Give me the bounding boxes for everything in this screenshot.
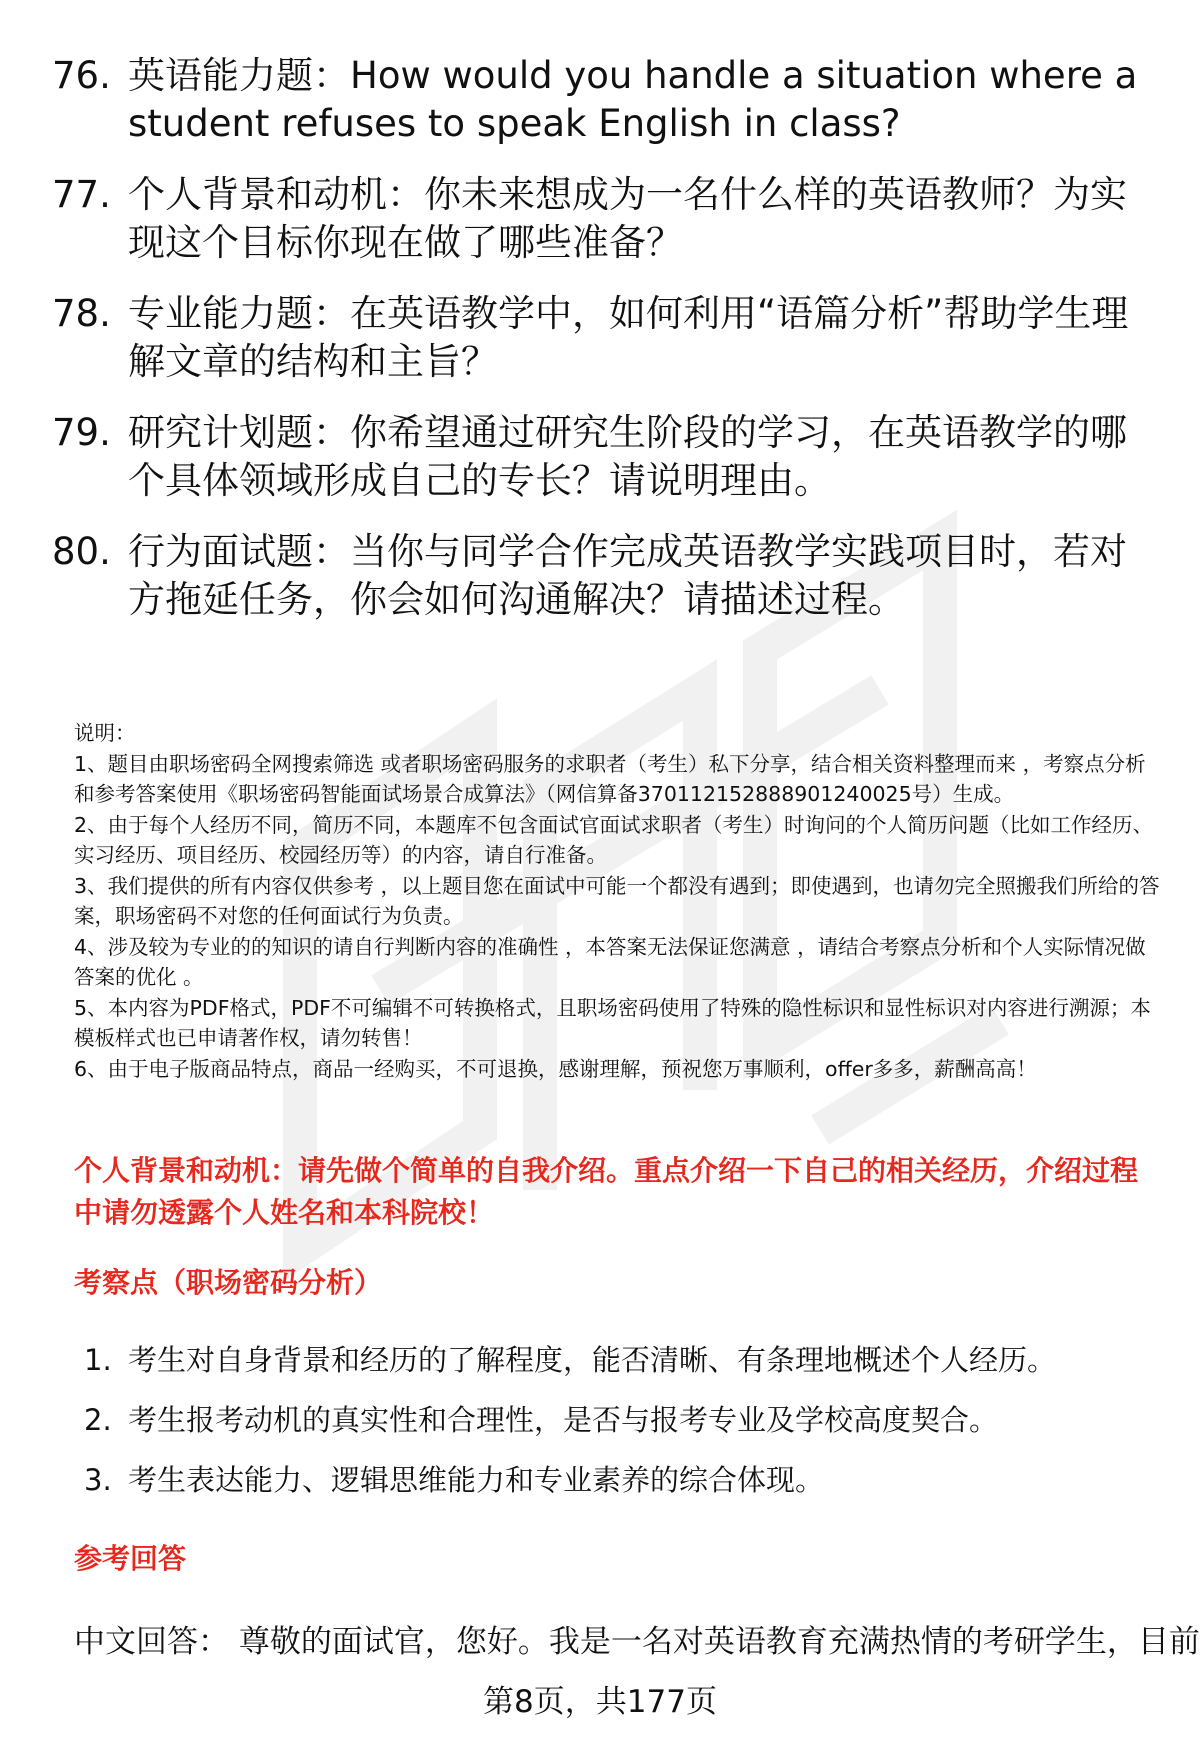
- question-number: 77.: [52, 173, 111, 216]
- note-item-2: 2、由于每个人经历不同，简历不同，本题库不包含面试官面试求职者（考生）时询问的个人简历问题（比如工作经历、实习经历、项目经历、校园经历等）的内容，请自行准备。: [74, 812, 1154, 867]
- question-text: 研究计划题：你希望通过研究生阶段的学习，在英语教学的哪个具体领域形成自己的专长？请说明理由。: [128, 411, 1127, 502]
- point-number: 3.: [84, 1463, 112, 1497]
- question-number: 76.: [52, 54, 111, 97]
- question-item-79: [52, 409, 1162, 505]
- point-number: 1.: [84, 1343, 112, 1377]
- notes-title: 说明：: [74, 721, 136, 745]
- analysis-points-list: [84, 1340, 1164, 1520]
- question-number: 80.: [52, 530, 111, 573]
- question-text: 英语能力题：How would you handle a situation where a student refuses to speak English in class?: [128, 54, 1138, 145]
- question-item-77: [52, 171, 1162, 267]
- analysis-point: [84, 1400, 1164, 1440]
- analysis-point: [84, 1340, 1164, 1380]
- answer-text: 中文回答： 尊敬的面试官，您好。我是一名对英语教育充满热情的考研学生，目前: [74, 1624, 1200, 1660]
- notes-section: [74, 718, 1164, 1084]
- analysis-point: [84, 1460, 1164, 1500]
- question-item-80: [52, 528, 1162, 624]
- point-number: 2.: [84, 1403, 112, 1437]
- note-item-3: 3、我们提供的所有内容仅供参考 ，以上题目您在面试中可能一个都没有遇到；即使遇到，也请勿完全照搬我们所给的答案，职场密码不对您的任何面试行为负责。: [74, 873, 1160, 928]
- question-text: 专业能力题：在英语教学中，如何利用“语篇分析”帮助学生理解文章的结构和主旨？: [128, 292, 1129, 383]
- question-list: [52, 52, 1162, 647]
- note-item-1: 1、题目由职场密码全网搜索筛选 或者职场密码服务的求职者（考生）私下分享，结合相关资料整理而来 ，考察点分析和参考答案使用《职场密码智能面试场景合成算法》（网信算备370112152888901240025号）生成。: [74, 751, 1146, 806]
- question-number: 79.: [52, 411, 111, 454]
- question-number: 78.: [52, 292, 111, 335]
- page-footer: 第8页，共177页: [483, 1684, 717, 1720]
- analysis-heading: 考察点（职场密码分析）: [74, 1266, 383, 1299]
- answer-heading: 参考回答: [74, 1542, 187, 1575]
- point-text: 考生报考动机的真实性和合理性，是否与报考专业及学校高度契合。: [128, 1403, 999, 1437]
- question-text: 行为面试题：当你与同学合作完成英语教学实践项目时，若对方拖延任务，你会如何沟通解决？请描述过程。: [128, 530, 1127, 621]
- question-item-76: [52, 52, 1162, 148]
- point-text: 考生表达能力、逻辑思维能力和专业素养的综合体现。: [128, 1463, 825, 1497]
- note-item-4: 4、涉及较为专业的的知识的请自行判断内容的准确性 ，本答案无法保证您满意 ，请结合考察点分析和个人实际情况做答案的优化 。: [74, 934, 1146, 989]
- question-text: 个人背景和动机：你未来想成为一名什么样的英语教师？为实现这个目标你现在做了哪些准备？: [128, 173, 1127, 264]
- current-question-heading: 个人背景和动机：请先做个简单的自我介绍。重点介绍一下自己的相关经历，介绍过程中请勿透露个人姓名和本科院校！: [74, 1154, 1139, 1229]
- note-item-6: 6、由于电子版商品特点，商品一经购买，不可退换，感谢理解，预祝您万事顺利，offer多多，薪酬高高！: [74, 1056, 1037, 1081]
- point-text: 考生对自身背景和经历的了解程度，能否清晰、有条理地概述个人经历。: [128, 1343, 1057, 1377]
- question-item-78: [52, 290, 1162, 386]
- note-item-5: 5、本内容为PDF格式，PDF不可编辑不可转换格式，且职场密码使用了特殊的隐性标识和显性标识对内容进行溯源；本模板样式也已申请著作权，请勿转售！: [74, 995, 1151, 1050]
